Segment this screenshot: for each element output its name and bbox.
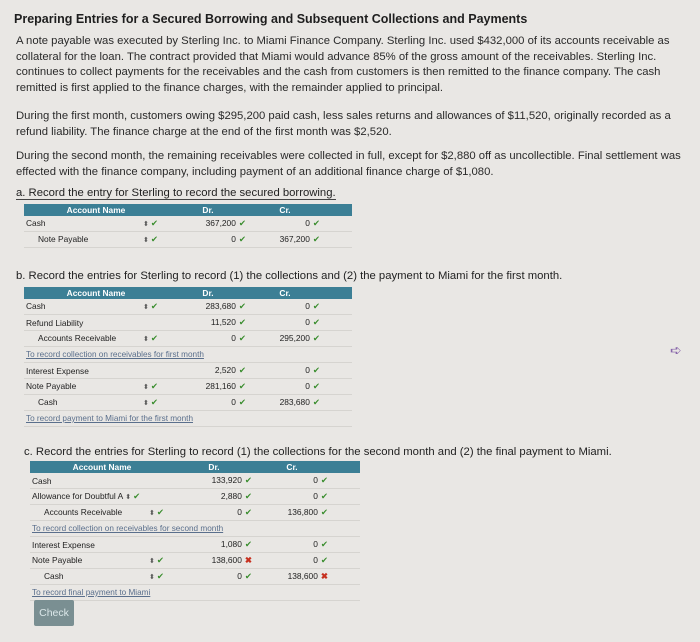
credit-input[interactable]: 138,600 ✖ [254, 569, 330, 585]
table-row [24, 331, 352, 347]
part-a-label: a. Record the entry for Sterling to record the secured borrowing. [16, 187, 336, 199]
table-row [24, 379, 352, 395]
memo-row: To record payment to Miami for the first month [24, 411, 352, 427]
credit-input[interactable]: 0 ✔ [254, 553, 330, 569]
debit-input[interactable]: 0 ✔ [168, 232, 248, 248]
part-b-table [24, 287, 352, 427]
credit-input[interactable]: 136,800 ✔ [254, 505, 330, 521]
account-select[interactable]: Cash ⬍ ✔ [24, 395, 168, 411]
part-c-table [30, 461, 360, 601]
table-header: Account Name Dr. Cr. [30, 461, 360, 473]
page-title: Preparing Entries for a Secured Borrowing and Subsequent Collections and Payments [14, 12, 528, 26]
debit-input[interactable]: 1,080 ✔ [174, 537, 254, 553]
check-button[interactable]: Check [34, 600, 74, 626]
account-select[interactable]: Interest Expense [30, 537, 174, 553]
credit-input[interactable]: 283,680 ✔ [248, 395, 322, 411]
table-header: Account Name Dr. Cr. [24, 204, 352, 216]
debit-input[interactable]: 11,520 ✔ [168, 315, 248, 331]
account-select[interactable]: Cash ⬍ ✔ [24, 299, 168, 315]
credit-input[interactable]: 0 ✔ [254, 473, 330, 489]
account-select[interactable]: Allowance for Doubtful A ⬍ ✔ [30, 489, 174, 505]
credit-input[interactable]: 295,200 ✔ [248, 331, 322, 347]
debit-input[interactable]: 367,200 ✔ [168, 216, 248, 232]
memo-row: To record collection on receivables for second month [30, 521, 360, 537]
table-row [24, 216, 352, 232]
debit-input[interactable]: 2,880 ✔ [174, 489, 254, 505]
cursor-icon: ➪ [670, 342, 682, 358]
credit-input[interactable]: 367,200 ✔ [248, 232, 322, 248]
credit-input[interactable]: 0 ✔ [248, 363, 322, 379]
account-select[interactable]: Note Payable ⬍ ✔ [24, 232, 168, 248]
credit-input[interactable]: 0 ✔ [254, 537, 330, 553]
credit-input[interactable]: 0 ✔ [248, 216, 322, 232]
part-b-label: b. Record the entries for Sterling to record (1) the collections and (2) the payment to Miami for the first month. [16, 270, 563, 282]
debit-input[interactable]: 138,600 ✖ [174, 553, 254, 569]
account-select[interactable]: Refund Liability [24, 315, 168, 331]
table-row [30, 569, 360, 585]
account-select[interactable]: Cash ⬍ ✔ [24, 216, 168, 232]
table-row [30, 537, 360, 553]
table-row [30, 473, 360, 489]
account-select[interactable]: Note Payable ⬍ ✔ [30, 553, 174, 569]
table-row [24, 315, 352, 331]
memo-row: To record final payment to Miami [30, 585, 360, 601]
part-a-table [24, 204, 352, 248]
credit-input[interactable]: 0 ✔ [254, 489, 330, 505]
table-row [24, 299, 352, 315]
second-month-paragraph: During the second month, the remaining receivables were collected in full, except for $2,880 off as uncollectible. Final settlement was effected with the finance company, including payment of an additional finance charge of $1,080. [16, 150, 681, 178]
account-select[interactable]: Accounts Receivable ⬍ ✔ [30, 505, 174, 521]
table-header: Account Name Dr. Cr. [24, 287, 352, 299]
account-select[interactable]: Accounts Receivable ⬍ ✔ [24, 331, 168, 347]
table-row [30, 553, 360, 569]
debit-input[interactable]: 2,520 ✔ [168, 363, 248, 379]
account-select[interactable]: Cash [30, 473, 174, 489]
part-c-label: c. Record the entries for Sterling to record (1) the collections for the second month and (2) the final payment to Miami. [24, 446, 612, 458]
credit-input[interactable]: 0 ✔ [248, 379, 322, 395]
account-select[interactable]: Note Payable ⬍ ✔ [24, 379, 168, 395]
table-row [24, 363, 352, 379]
credit-input[interactable]: 0 ✔ [248, 299, 322, 315]
table-row [30, 489, 360, 505]
debit-input[interactable]: 283,680 ✔ [168, 299, 248, 315]
table-row [24, 232, 352, 248]
debit-input[interactable]: 0 ✔ [174, 505, 254, 521]
credit-input[interactable]: 0 ✔ [248, 315, 322, 331]
debit-input[interactable]: 133,920 ✔ [174, 473, 254, 489]
intro-paragraph: A note payable was executed by Sterling Inc. to Miami Finance Company. Sterling Inc. used $432,000 of its accounts receivable as collateral for the loan. The contract provided that Miami would advance 85% of the gross amount of the receivables. Sterling Inc. continues to collect payments for the receivables and the cash from customers is then remitted to the finance company. The cash remitted is first applied to the finance charges, with the remainder applied to principal. [16, 35, 670, 94]
first-month-paragraph: During the first month, customers owing $295,200 paid cash, less sales returns and allowances of $11,520, originally recorded as a refund liability. The finance charge at the end of the first month was $2,520. [16, 110, 671, 138]
debit-input[interactable]: 0 ✔ [174, 569, 254, 585]
account-select[interactable]: Cash ⬍ ✔ [30, 569, 174, 585]
memo-row: To record collection on receivables for first month [24, 347, 352, 363]
debit-input[interactable]: 0 ✔ [168, 331, 248, 347]
account-select[interactable]: Interest Expense [24, 363, 168, 379]
debit-input[interactable]: 281,160 ✔ [168, 379, 248, 395]
table-row [30, 505, 360, 521]
debit-input[interactable]: 0 ✔ [168, 395, 248, 411]
table-row [24, 395, 352, 411]
